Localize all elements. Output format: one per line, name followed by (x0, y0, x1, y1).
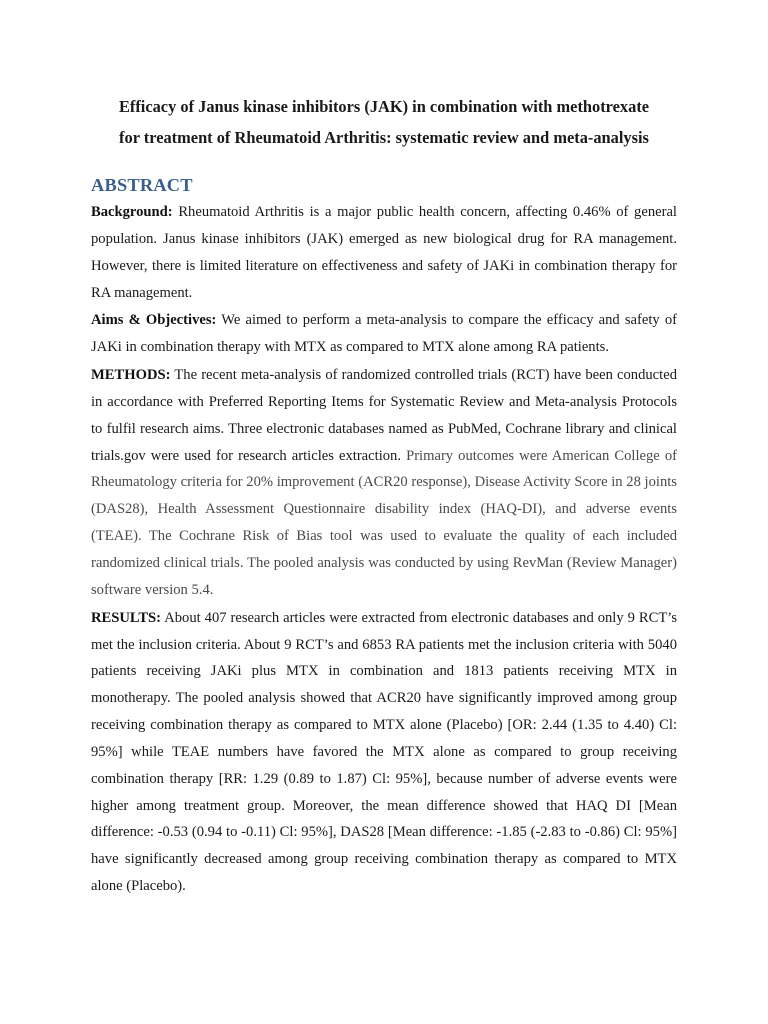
paper-title (91, 91, 677, 153)
aims-label: Aims & Objectives: (91, 312, 217, 329)
results-label: RESULTS: (91, 609, 162, 626)
abstract-heading: ABSTRACT (91, 175, 193, 195)
background-paragraph (91, 199, 677, 306)
results-text: About 407 research articles were extracted from electronic databases and only 9 RCT’s met the inclusion criteria. About 9 RCT’s and 6853 RA patients met the inclusion criteria with 5040 patients receiving JAKi plus MTX in combination and 1813 patients receiving MTX in monotherapy. The pooled analysis showed that ACR20 have significantly improved among group receiving combination therapy as compared to MTX alone (Placebo) [OR: 2.44 (1.35 to 4.40) Cl: 95%] while TEAE numbers have favored the MTX alone as compared to group receiving combination therapy [RR: 1.29 (0.89 to 1.87) Cl: 95%], because number of adverse events were higher among treatment group. Moreover, the mean difference showed that HAQ DI [Mean difference: -0.53 (0.94 to -0.11) Cl: 95%], DAS28 [Mean difference: -1.85 (-2.83 to -0.86) Cl: 95%] have significantly decreased among group receiving combination therapy as compared to MTX alone (Placebo). (91, 609, 678, 895)
methods-label: METHODS: (91, 367, 171, 384)
aims-text: We aimed to perform a meta-analysis to compare the efficacy and safety of JAKi in combination therapy with MTX as compared to MTX alone among RA patients. (91, 312, 677, 356)
methods-text: The recent meta-analysis of randomized controlled trials (RCT) have been conducted in accordance with Preferred Reporting Items for Systematic Review and Meta-analysis Protocols to fulfil research aims. Three electronic databases named as PubMed, Cochrane library and clinical trials.gov were used for research articles extraction. (91, 367, 677, 464)
background-label: Background: (91, 204, 173, 220)
methods-outcomes-text: Primary outcomes were American College of Rheumatology criteria for 20% improvement (ACR20 response), Disease Activity Score in 28 joints (DAS28), Health Assessment Questionnaire disability index (HAQ-DI), and adverse events (TEAE). The Cochrane Risk of Bias tool was used to evaluate the quality of each included randomized clinical trials. The pooled analysis was conducted by using RevMan (Review Manager) software version 5.4. (91, 447, 678, 598)
paper-title-line-2: for treatment of Rheumatoid Arthritis: systematic review and meta-analysis (119, 128, 649, 147)
aims-paragraph (91, 307, 677, 361)
methods-paragraph (91, 362, 677, 604)
paper-title-line-1: Efficacy of Janus kinase inhibitors (JAK) in combination with methotrexate (118, 97, 650, 116)
results-paragraph (91, 605, 677, 900)
background-text: Rheumatoid Arthritis is a major public health concern, affecting 0.46% of general population. Janus kinase inhibitors (JAK) emerged as new biological drug for RA management. However, there is limited literature on effectiveness and safety of JAKi in combination therapy for RA management. (91, 204, 677, 301)
